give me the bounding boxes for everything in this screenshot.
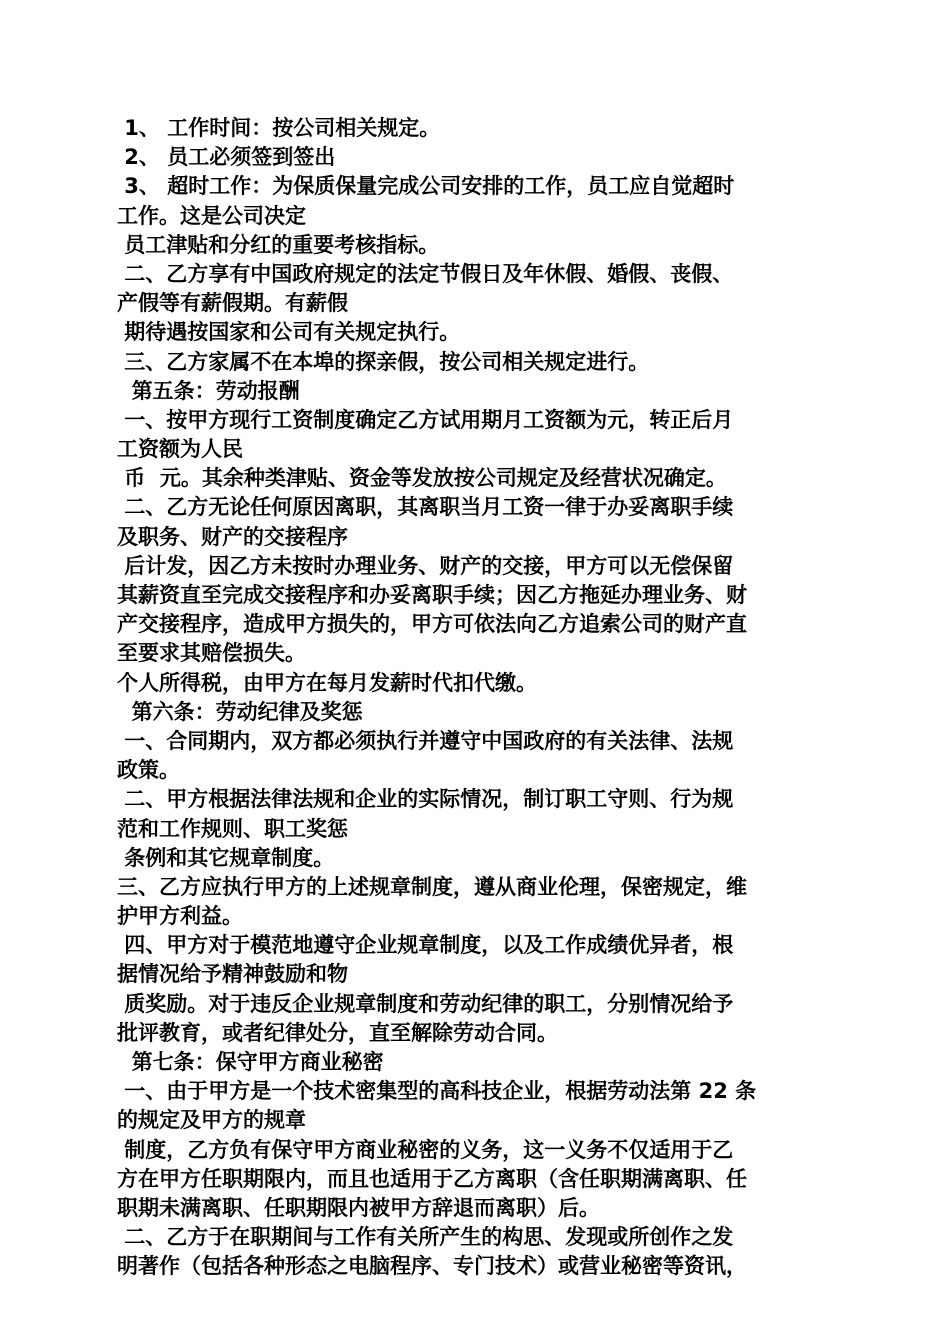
text-line: 其薪资直至完成交接程序和办妥离职手续；因乙方拖延办理业务、财 <box>117 583 747 607</box>
text-line: 3、 超时工作：为保质保量完成公司安排的工作，员工应自觉超时 <box>117 174 735 199</box>
contract-text <box>117 114 837 1282</box>
text-line: 政策。 <box>117 758 180 783</box>
text-line: 2、 员工必须签到签出 <box>117 145 336 170</box>
text-line: 范和工作规则、职工奖惩 <box>117 816 348 841</box>
text-line: 批评教育，或者纪律处分，直至解除劳动合同。 <box>117 1020 558 1045</box>
text-line: 二、乙方无论任何原因离职，其离职当月工资一律于办妥离职手续 <box>117 495 734 520</box>
text-line: 制度，乙方负有保守甲方商业秘密的义务，这一义务不仅适用于乙 <box>117 1137 734 1162</box>
text-line: 二、甲方根据法律法规和企业的实际情况，制订职工守则、行为规 <box>117 787 734 812</box>
text-line: 三、乙方应执行甲方的上述规章制度，遵从商业伦理，保密规定，维 <box>117 874 747 899</box>
text-line: 工作。这是公司决定 <box>117 203 306 228</box>
text-line: 护甲方利益。 <box>117 904 243 929</box>
text-line: 四、甲方对于模范地遵守企业规章制度，以及工作成绩优异者，根 <box>117 933 734 958</box>
text-line: 员工津贴和分红的重要考核指标。 <box>117 232 440 257</box>
text-line: 职期未满离职、任职期限内被甲方辞退而离职）后。 <box>117 1195 600 1220</box>
text-line: 一、合同期内，双方都必须执行并遵守中国政府的有关法律、法规 <box>117 728 734 753</box>
text-line: 二、乙方享有中国政府规定的法定节假日及年休假、婚假、丧假、 <box>117 261 734 286</box>
text-line: 质奖励。对于违反企业规章制度和劳动纪律的职工，分别情况给予 <box>117 991 734 1016</box>
text-line: 工资额为人民 <box>117 437 243 462</box>
text-line: 据情况给予精神鼓励和物 <box>117 962 348 987</box>
section-heading: 第五条：劳动报酬 <box>117 378 300 403</box>
text-line: 产交接程序，造成甲方损失的，甲方可依法向乙方追索公司的财产直 <box>117 612 747 637</box>
text-line: 币 元。其余种类津贴、资金等发放按公司规定及经营状况确定。 <box>117 466 727 491</box>
text-line: 方在甲方任职期限内，而且也适用于乙方离职（含任职期满离职、任 <box>117 1166 747 1191</box>
text-line: 及职务、财产的交接程序 <box>117 524 348 549</box>
text-line: 明著作（包括各种形态之电脑程序、专门技术）或营业秘密等资讯， <box>117 1254 747 1279</box>
text-line: 至要求其赔偿损失。 <box>117 641 306 666</box>
text-line: 个人所得税，由甲方在每月发薪时代扣代缴。 <box>117 670 537 695</box>
text-line: 产假等有薪假期。有薪假 <box>117 291 348 316</box>
text-line: 二、乙方于在职期间与工作有关所产生的构思、发现或所创作之发 <box>117 1225 734 1250</box>
text-line: 1、 工作时间：按公司相关规定。 <box>117 116 441 140</box>
text-line: 一、由于甲方是一个技术密集型的高科技企业，根据劳动法第 22 条 <box>117 1079 757 1104</box>
text-line: 的规定及甲方的规章 <box>117 1108 306 1133</box>
text-line: 期待遇按国家和公司有关规定执行。 <box>117 320 461 345</box>
section-heading: 第七条：保守甲方商业秘密 <box>117 1050 384 1074</box>
text-line: 三、乙方家属不在本埠的探亲假，按公司相关规定进行。 <box>117 349 650 374</box>
text-line: 后计发，因乙方未按时办理业务、财产的交接，甲方可以无偿保留 <box>117 553 734 578</box>
section-heading: 第六条：劳动纪律及奖惩 <box>117 699 363 724</box>
text-line: 条例和其它规章制度。 <box>117 845 335 870</box>
text-line: 一、按甲方现行工资制度确定乙方试用期月工资额为元，转正后月 <box>117 407 734 432</box>
